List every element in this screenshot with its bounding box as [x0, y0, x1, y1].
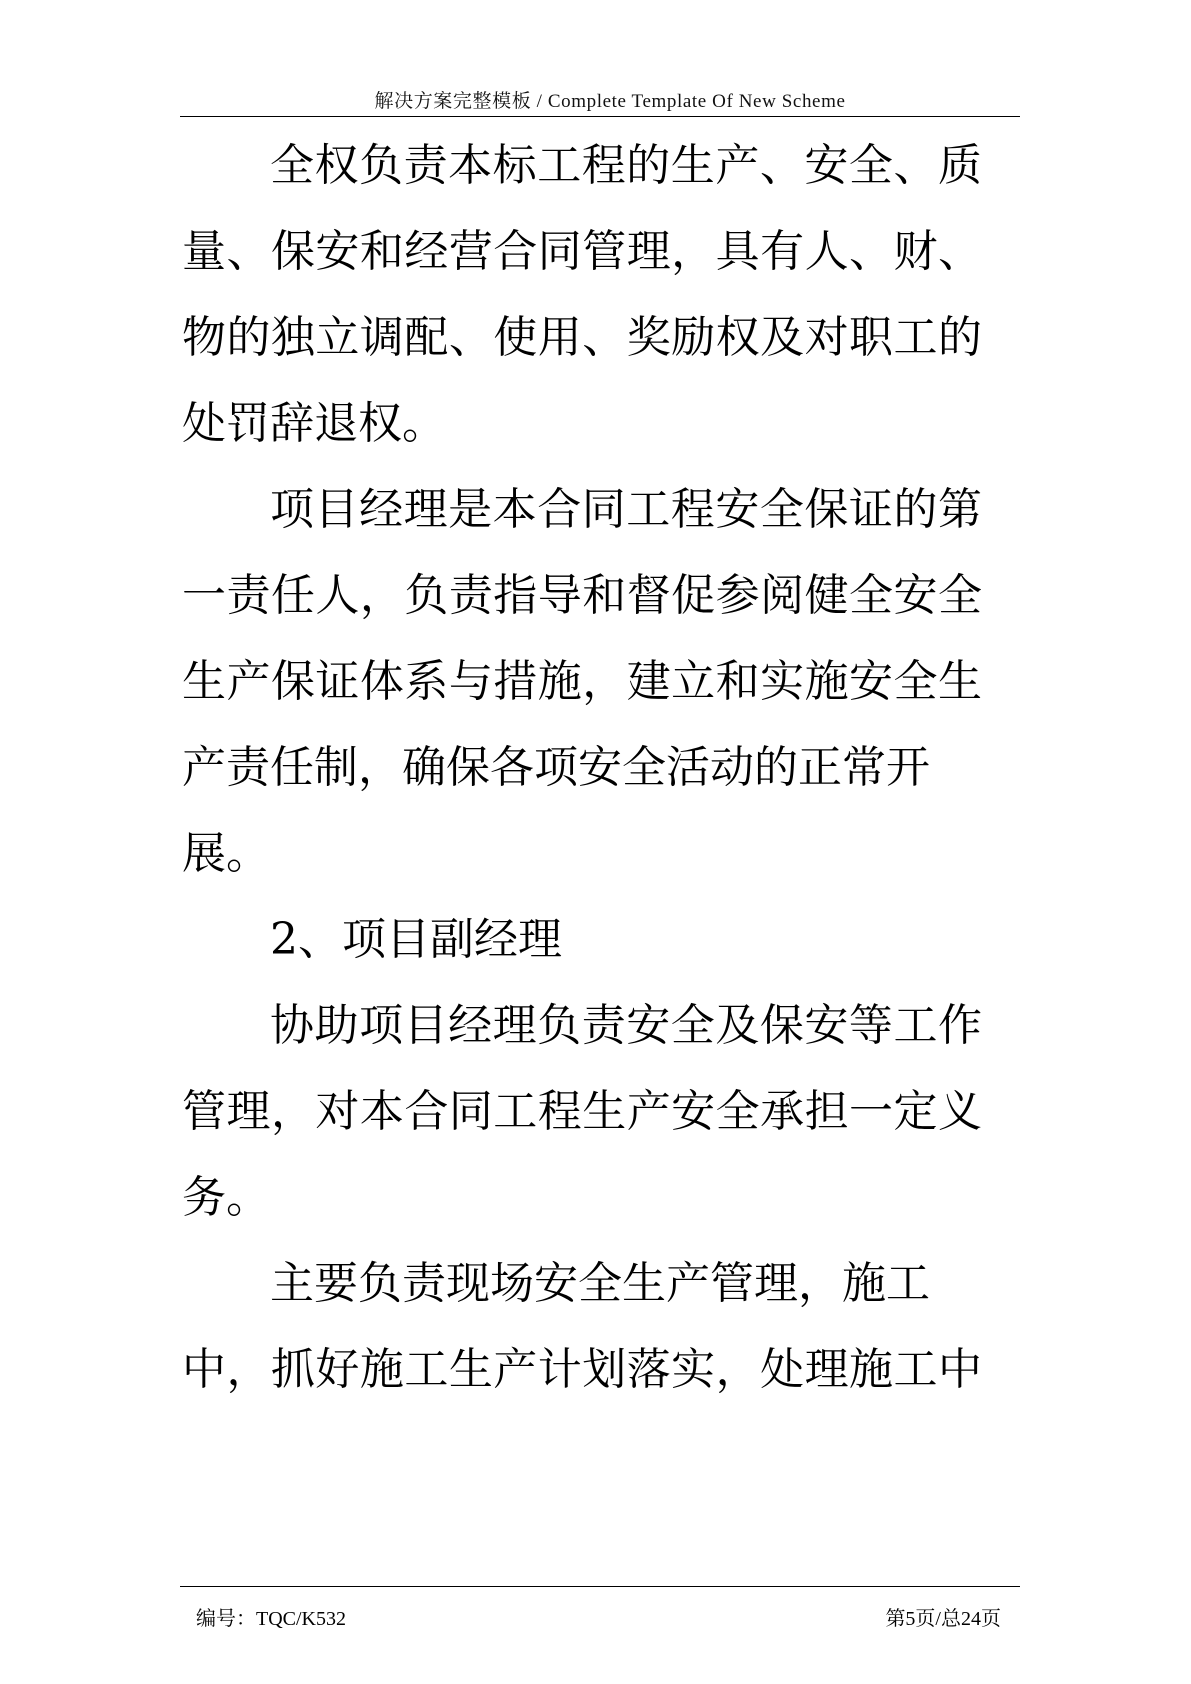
text-line: 协助项目经理负责安全及保安等工作	[270, 1000, 982, 1051]
text-line: 生产保证体系与措施，建立和实施安全生	[182, 656, 982, 707]
text-line: 一责任人，负责指导和督促参阅健全安全	[182, 570, 982, 621]
text-line: 展。	[182, 828, 270, 879]
header-rule	[180, 116, 1020, 117]
text-line: 量、保安和经营合同管理，具有人、财、	[182, 226, 982, 277]
text-line: 项目经理是本合同工程安全保证的第	[270, 484, 982, 535]
text-line: 主要负责现场安全生产管理，施工	[270, 1258, 930, 1309]
document-code: 编号：TQC/K532	[196, 1608, 346, 1630]
text-line: 管理，对本合同工程生产安全承担一定义	[182, 1086, 982, 1137]
text-line: 产责任制，确保各项安全活动的正常开	[182, 742, 930, 793]
header-title: 解决方案完整模板 / Complete Template Of New Scheme	[374, 91, 846, 112]
text-line: 物的独立调配、使用、奖励权及对职工的	[182, 312, 982, 363]
text-line: 全权负责本标工程的生产、安全、质	[270, 140, 982, 191]
text-line: 中，抓好施工生产计划落实，处理施工中	[182, 1344, 982, 1395]
text-line: 处罚辞退权。	[182, 398, 446, 449]
section-heading: 2、项目副经理	[270, 914, 562, 965]
text-line: 务。	[182, 1172, 270, 1223]
page-number: 第5页/总24页	[885, 1608, 1001, 1630]
footer-rule	[180, 1586, 1020, 1587]
